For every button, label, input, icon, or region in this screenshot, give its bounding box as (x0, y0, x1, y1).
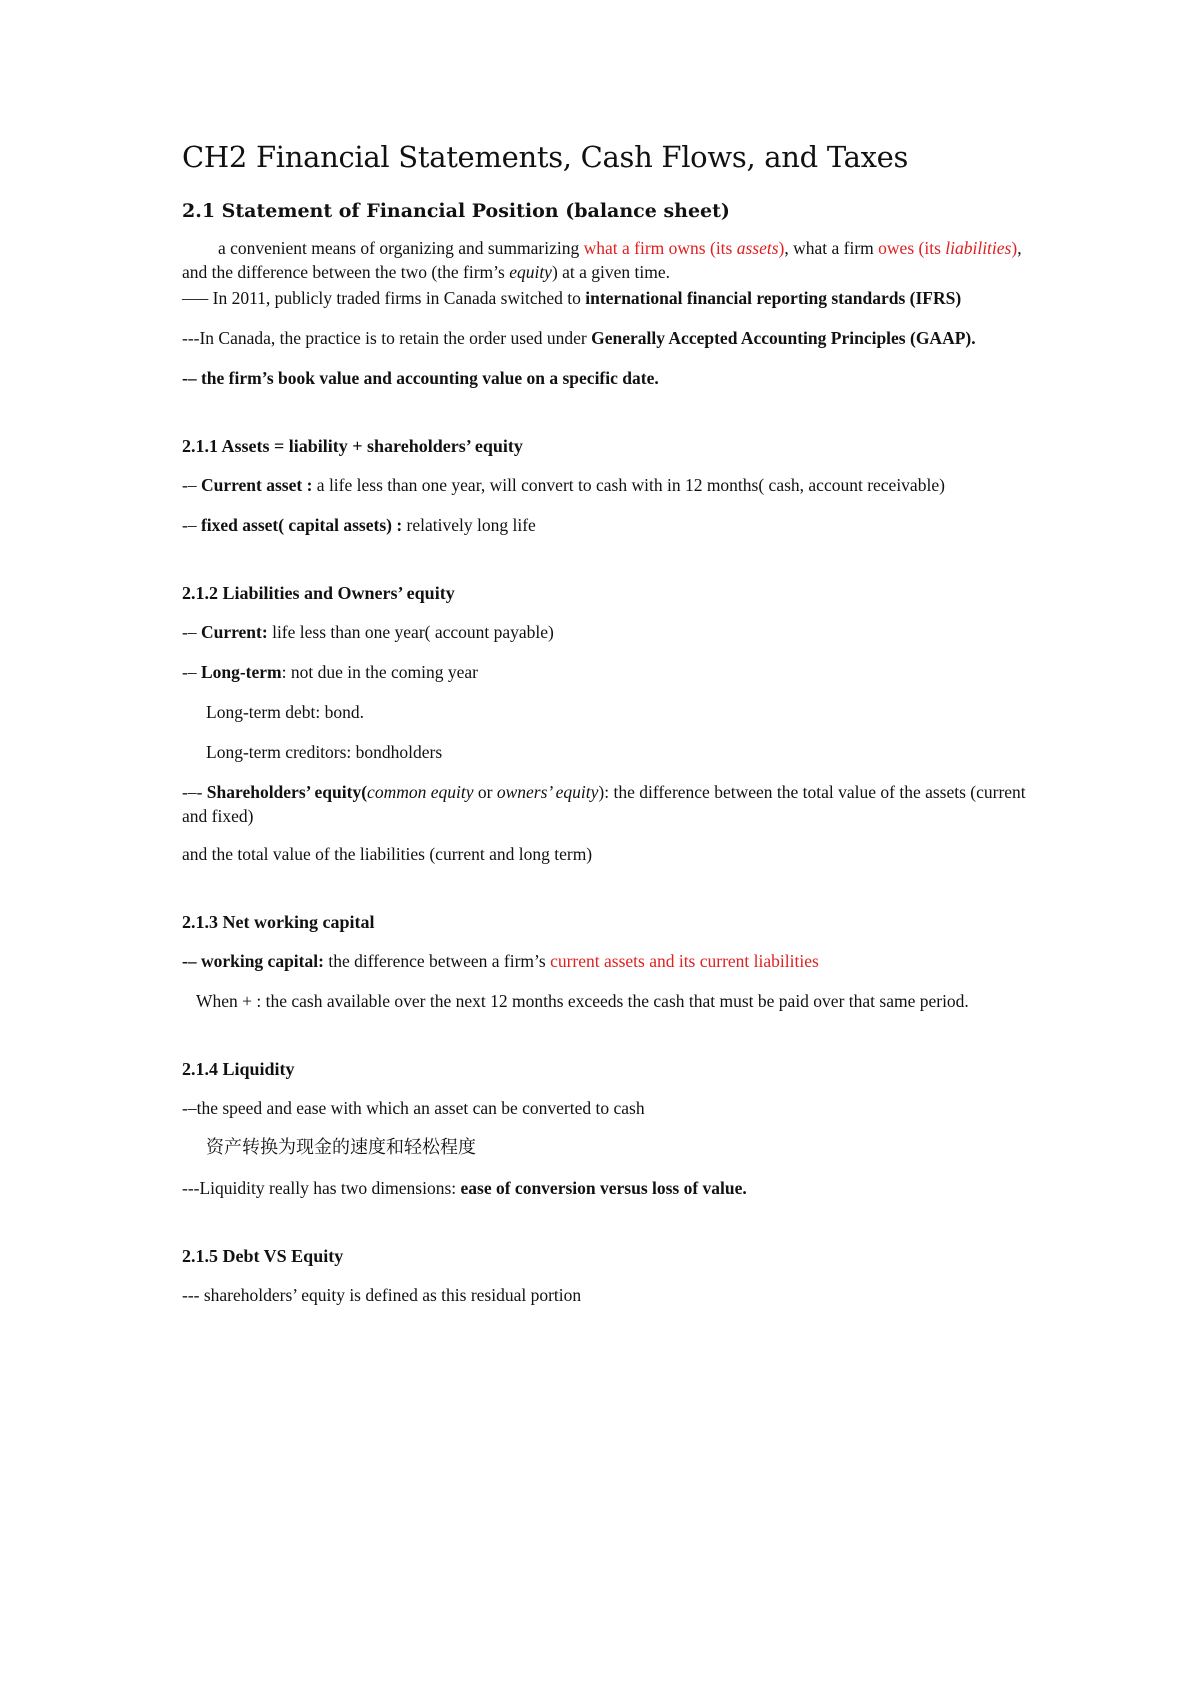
fixed-asset-item: -– fixed asset( capital assets) : relatively long life (182, 515, 536, 535)
shareholders-equity-continued: and the total value of the liabilities (current and long term) (182, 844, 593, 864)
liabilities-highlight: owes (its liabilities) (878, 238, 1018, 258)
liquidity-definition: -–the speed and ease with which an asset can be converted to cash (182, 1098, 645, 1118)
section-heading-2-1: 2.1 Statement of Financial Position (balance sheet) (182, 200, 730, 222)
liquidity-dimensions: ---Liquidity really has two dimensions: ease of conversion versus loss of value. (182, 1178, 747, 1198)
section-heading-2-1-2: 2.1.2 Liabilities and Owners’ equity (182, 583, 455, 603)
long-term-creditors: Long-term creditors: bondholders (206, 742, 443, 762)
long-term-item: -– Long-term: not due in the coming year (182, 662, 478, 682)
section-heading-2-1-4: 2.1.4 Liquidity (182, 1059, 295, 1079)
residual-portion-note: --- shareholders’ equity is defined as this residual portion (182, 1285, 582, 1305)
ifrs-note: —– In 2011, publicly traded firms in Canada switched to international financial reporting standards (IFRS) (182, 288, 962, 308)
section-heading-2-1-3: 2.1.3 Net working capital (182, 912, 375, 932)
current-asset-item: -– Current asset : a life less than one year, will convert to cash with in 12 months( cash, account receivable) (182, 475, 945, 495)
section-heading-2-1-5: 2.1.5 Debt VS Equity (182, 1246, 344, 1266)
liquidity-chinese-note: 资产转换为现金的速度和轻松程度 (206, 1137, 476, 1158)
gaap-note: ---In Canada, the practice is to retain the order used under Generally Accepted Accounting Principles (GAAP). (182, 328, 976, 348)
long-term-debt: Long-term debt: bond. (206, 702, 364, 722)
document-title: CH2 Financial Statements, Cash Flows, and Taxes (182, 140, 909, 174)
working-capital-item: -– working capital: the difference between a firm’s current assets and its current liabilities (182, 951, 819, 971)
document-page (182, 140, 1032, 1323)
book-value-note: -– the firm’s book value and accounting value on a specific date. (182, 368, 659, 388)
section-heading-2-1-1: 2.1.1 Assets = liability + shareholders’ equity (182, 436, 523, 456)
current-liability-item: -– Current: life less than one year( account payable) (182, 622, 554, 642)
assets-highlight: what a firm owns (its assets) (583, 238, 785, 258)
working-capital-highlight: current assets and its current liabilities (550, 951, 819, 971)
working-capital-positive: When + : the cash available over the next 12 months exceeds the cash that must be paid over that same period. (196, 991, 969, 1011)
shareholders-equity-item: -–- Shareholders’ equity(common equity or owners’ equity): the difference between the total value of the assets (current and fixed) (182, 782, 1026, 826)
balance-sheet-definition: a convenient means of organizing and summarizing what a firm owns (its assets), what a firm owes (its liabilities), and the difference between the two (the firm’s equity) at a given time. (182, 238, 1022, 282)
